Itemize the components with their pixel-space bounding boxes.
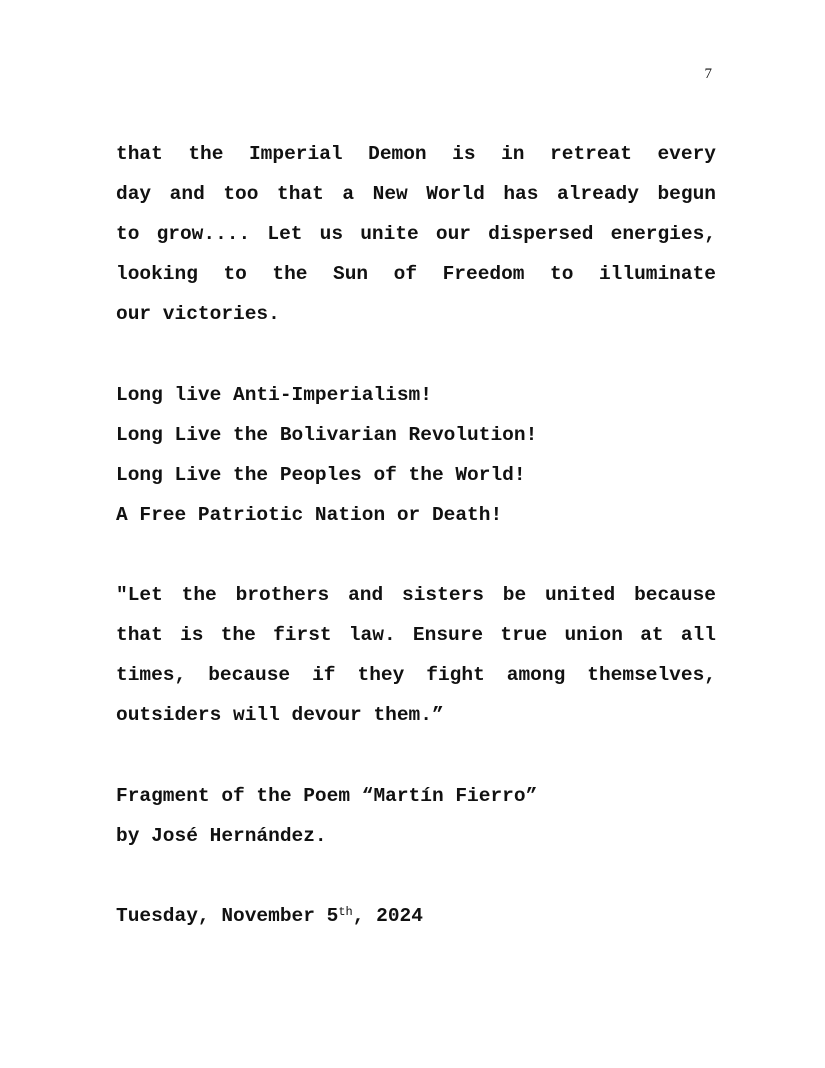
date-line bbox=[116, 896, 716, 936]
paragraph-line: to grow.... Let us unite our dispersed energies, bbox=[116, 223, 716, 246]
attribution-line: by José Hernández. bbox=[116, 824, 327, 847]
attribution-line: Fragment of the Poem “Martín Fierro” bbox=[116, 784, 538, 807]
quote-line: "Let the brothers and sisters be united because bbox=[116, 584, 716, 607]
slogan: Long Live the Peoples of the World! bbox=[116, 463, 526, 486]
quote-line: times, because if they fight among themselves, bbox=[116, 664, 716, 687]
paragraph-line: our victories. bbox=[116, 303, 280, 326]
document-date bbox=[116, 896, 716, 936]
slogan: Long live Anti-Imperialism! bbox=[116, 383, 432, 406]
attribution-block bbox=[116, 776, 716, 856]
date-suffix: , 2024 bbox=[352, 904, 423, 927]
document-body bbox=[116, 134, 716, 976]
paragraph-line: that the Imperial Demon is in retreat every bbox=[116, 143, 716, 165]
quote-line: that is the first law. Ensure true union at all bbox=[116, 624, 716, 647]
date-ordinal: th bbox=[338, 904, 353, 919]
slogan: Long Live the Bolivarian Revolution! bbox=[116, 423, 538, 446]
slogans-block bbox=[116, 375, 716, 535]
page-number: 7 bbox=[704, 66, 712, 82]
quote-line: outsiders will devour them.” bbox=[116, 704, 444, 727]
paragraph-line: looking to the Sun of Freedom to illuminate bbox=[116, 263, 716, 286]
date-prefix: Tuesday, November 5 bbox=[116, 904, 339, 927]
slogan: A Free Patriotic Nation or Death! bbox=[116, 503, 503, 526]
poem-quote bbox=[116, 575, 716, 735]
closing-paragraph bbox=[116, 134, 716, 334]
paragraph-line: day and too that a New World has already begun bbox=[116, 183, 716, 206]
